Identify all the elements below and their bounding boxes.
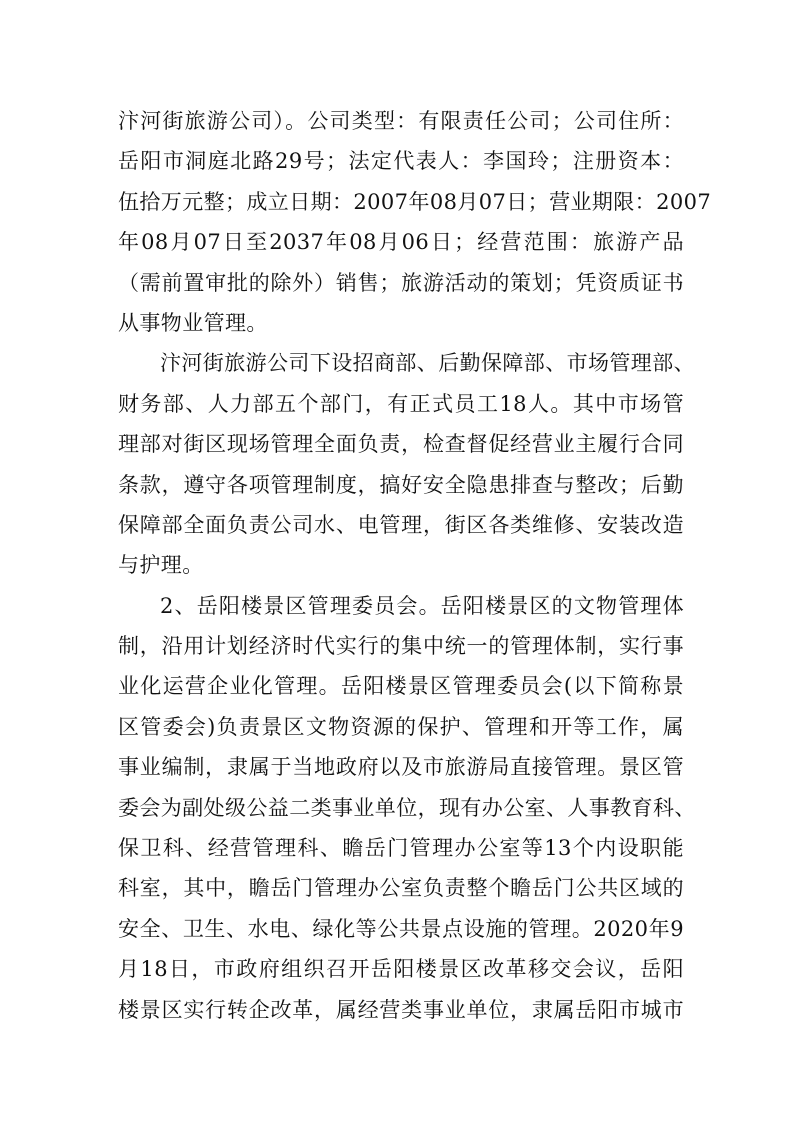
text-line: 财务部、人力部五个部门，有正式员工18人。其中市场管 (118, 391, 684, 416)
text-line: 理部对街区现场管理全面负责，检查督促经营业主履行合同 (118, 432, 684, 457)
text-line: 保障部全面负责公司水、电管理，街区各类维修、安装改造 (118, 512, 684, 537)
text-line: 制，沿用计划经济时代实行的集中统一的管理体制，实行事 (118, 634, 684, 659)
text-line: 岳阳市洞庭北路29号；法定代表人：李国玲；注册资本： (118, 149, 684, 174)
text-line: 汴河街旅游公司下设招商部、后勤保障部、市场管理部、 (160, 351, 695, 376)
paragraph-company-registration (118, 101, 712, 343)
text-line: 月18日，市政府组织召开岳阳楼景区改革移交会议，岳阳 (118, 957, 684, 982)
document-page (118, 101, 712, 1030)
paragraph-scenic-area-committee (118, 586, 696, 1030)
paragraph-company-departments (118, 343, 695, 585)
text-line: 事业编制，隶属于当地政府以及市旅游局直接管理。景区管 (118, 755, 684, 780)
text-line: 科室，其中，瞻岳门管理办公室负责整个瞻岳门公共区域的 (118, 876, 684, 901)
text-line: 汴河街旅游公司）。公司类型：有限责任公司；公司住所： (118, 109, 684, 133)
text-line: 与护理。 (118, 553, 204, 578)
text-line: 区管委会)负责景区文物资源的保护、管理和开等工作，属 (118, 714, 684, 739)
text-line: 保卫科、经营管理科、瞻岳门管理办公室等13个内设职能 (118, 836, 684, 861)
text-line: 委会为副处级公益二类事业单位，现有办公室、人事教育科、 (118, 795, 696, 820)
text-line: 伍拾万元整；成立日期：2007年08月07日；营业期限：2007 (118, 189, 712, 214)
text-line: 条款，遵守各项管理制度，搞好安全隐患排查与整改；后勤 (118, 472, 684, 497)
text-line: 业化运营企业化管理。岳阳楼景区管理委员会(以下简称景 (118, 674, 684, 699)
text-line: 安全、卫生、水电、绿化等公共景点设施的管理。2020年9 (118, 916, 684, 941)
text-line: 从事物业管理。 (118, 310, 268, 335)
text-line: 年08月07日至2037年08月06日；经营范围：旅游产品 (118, 230, 684, 255)
text-line: （需前置审批的除外）销售；旅游活动的策划；凭资质证书 (118, 270, 684, 295)
text-line: 楼景区实行转企改革，属经营类事业单位，隶属岳阳市城市 (118, 997, 684, 1022)
text-line: 2、岳阳楼景区管理委员会。岳阳楼景区的文物管理体 (160, 593, 684, 618)
